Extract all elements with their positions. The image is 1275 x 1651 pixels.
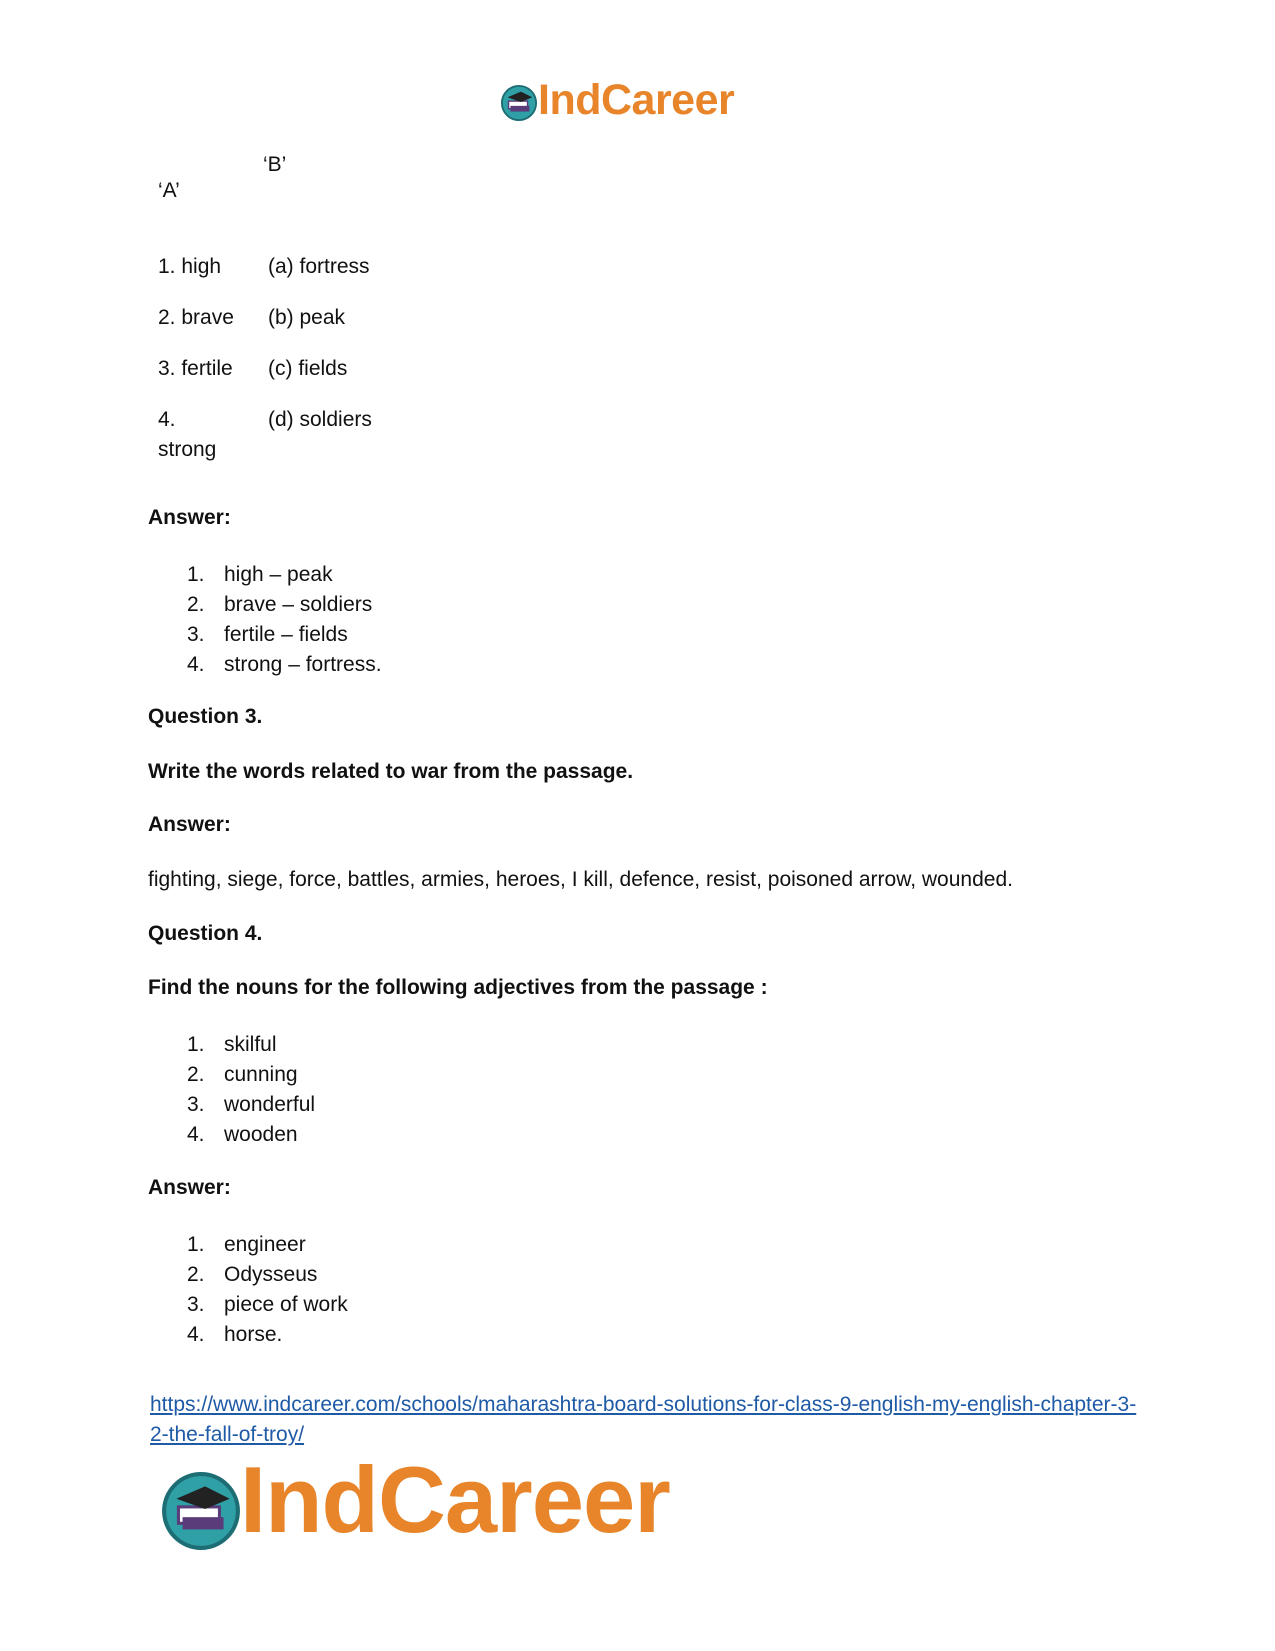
adjective-list — [150, 1030, 315, 1150]
column-b-header: ‘B’ — [263, 153, 287, 176]
question-prompt: Find the nouns for the following adjectives from the passage : — [148, 976, 768, 999]
list-item: 4. strong – fortress. — [187, 653, 382, 676]
match-row-a: 3. fertile — [158, 357, 233, 380]
answer-list — [150, 1230, 348, 1350]
globe-book-icon — [500, 84, 538, 122]
list-item: 1. skilful — [187, 1033, 277, 1056]
list-item: 3. piece of work — [187, 1293, 348, 1316]
match-row-a: 4. — [158, 408, 176, 431]
list-item: 4. wooden — [187, 1123, 298, 1146]
answer-list — [150, 560, 382, 680]
match-row-a: 2. brave — [158, 306, 234, 329]
brand-wordmark: IndCareer — [240, 1447, 670, 1552]
match-row-a-cont: strong — [158, 438, 217, 461]
list-item: 4. horse. — [187, 1323, 283, 1346]
list-item: 3. fertile – fields — [187, 623, 348, 646]
match-row-b: (d) soldiers — [268, 408, 372, 431]
list-item: 2. cunning — [187, 1063, 298, 1086]
list-item: 1. high – peak — [187, 563, 333, 586]
question-label: Question 3. — [148, 705, 263, 728]
globe-book-icon — [160, 1470, 242, 1552]
answer-label: Answer: — [148, 506, 231, 529]
match-row-b: (c) fields — [268, 357, 348, 380]
match-row-b: (b) peak — [268, 306, 346, 329]
answer-label: Answer: — [148, 1176, 231, 1199]
question-label: Question 4. — [148, 922, 263, 945]
brand-wordmark: IndCareer — [538, 76, 735, 124]
source-link[interactable]: https://www.indcareer.com/schools/maharashtra-board-solutions-for-class-9-english-my-english-chapter-3-2-the-fall-of-troy/ — [150, 1393, 1137, 1446]
list-item: 1. engineer — [187, 1233, 306, 1256]
match-row-a: 1. high — [158, 255, 222, 278]
list-item: 2. brave – soldiers — [187, 593, 373, 616]
match-row-b: (a) fortress — [268, 255, 370, 278]
list-item: 3. wonderful — [187, 1093, 316, 1116]
list-item: 2. Odysseus — [187, 1263, 318, 1286]
question-prompt: Write the words related to war from the passage. — [148, 760, 634, 783]
answer-text: fighting, siege, force, battles, armies, heroes, I kill, defence, resist, poisoned arrow, wounded. — [148, 868, 1013, 891]
answer-label: Answer: — [148, 813, 231, 836]
column-a-header: ‘A’ — [158, 179, 180, 202]
